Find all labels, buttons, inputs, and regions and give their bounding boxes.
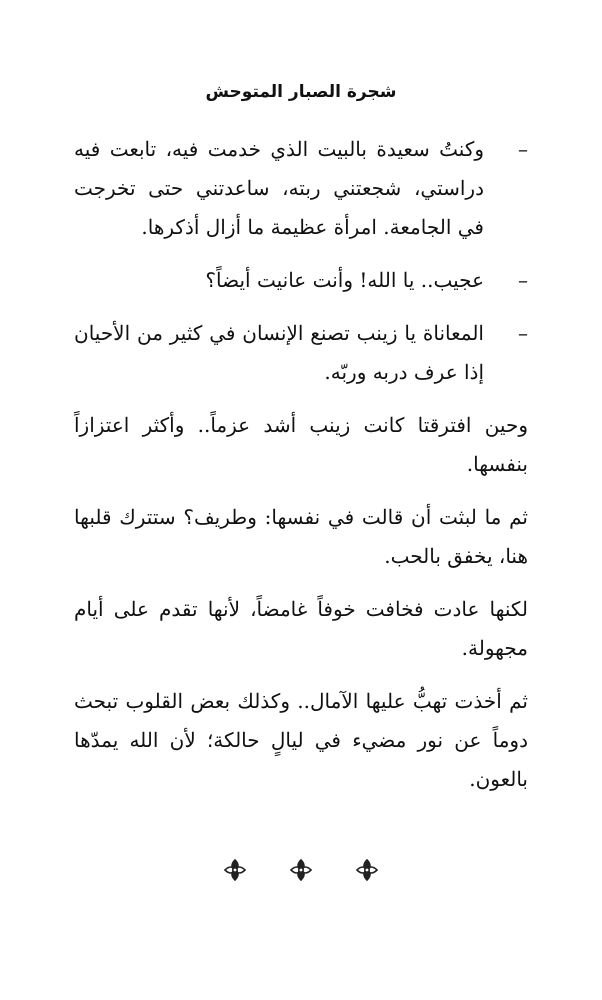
dialogue-paragraph — [74, 314, 528, 392]
dialogue-dash: – — [518, 268, 528, 292]
paragraph-text: المعاناة يا زينب تصنع الإنسان في كثير من الأحيان إذا عرف دربه وربّه. — [74, 321, 484, 384]
dialogue-dash: – — [518, 137, 528, 161]
floral-ornament-icon — [288, 857, 314, 883]
section-ornaments — [0, 857, 602, 883]
body-text — [74, 130, 528, 813]
running-title: شجرة الصبار المتوحش — [205, 82, 397, 102]
narrative-paragraph: ثم أخذت تهبُّ عليها الآمال.. وكذلك بعض القلوب تبحث دوماً عن نور مضيء في ليالٍ حالكة؛ لأن الله يمدّها بالعون. — [74, 689, 528, 791]
floral-ornament-icon — [222, 857, 248, 883]
floral-ornament-icon — [354, 857, 380, 883]
paragraph-text: عجيب.. يا الله! وأنت عانيت أيضاً؟ — [205, 268, 484, 292]
dialogue-dash: – — [518, 321, 528, 345]
paragraph-text: وكنتُ سعيدة بالبيت الذي خدمت فيه، تابعت فيه دراستي، شجعتني ربته، ساعدتني حتى تخرجت في الجامعة. امرأة عظيمة ما أزال أذكرها. — [74, 137, 484, 239]
narrative-paragraph: ثم ما لبثت أن قالت في نفسها: وطريف؟ ستترك قلبها هنا، يخفق بالحب. — [74, 505, 528, 568]
narrative-paragraph: وحين افترقتا كانت زينب أشد عزماً.. وأكثر اعتزازاً بنفسها. — [74, 413, 528, 476]
dialogue-paragraph — [74, 130, 528, 247]
narrative-paragraph: لكنها عادت فخافت خوفاً غامضاً، لأنها تقدم على أيام مجهولة. — [74, 597, 528, 660]
dialogue-paragraph — [74, 261, 528, 300]
